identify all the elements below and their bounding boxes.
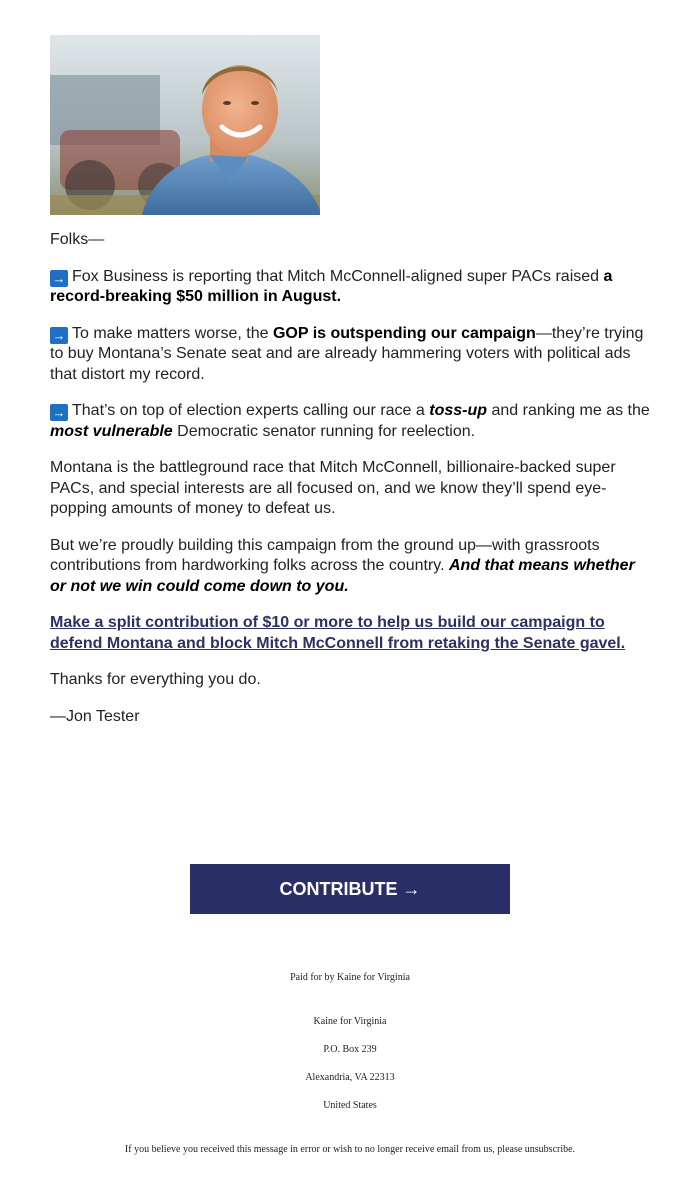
- bullet-text: Democratic senator running for reelection.: [172, 422, 476, 440]
- battleground-paragraph: Montana is the battleground race that Mitch McConnell, billionaire-backed super PACs, and special interests are all focused on, and we know they’ll spend eye-popping amounts of money to defeat us.: [50, 459, 616, 517]
- email-content: [50, 230, 650, 743]
- bullet-emphasis: GOP is outspending our campaign: [272, 324, 536, 342]
- bullet-text: That’s on top of election experts calling our race a: [72, 402, 430, 419]
- grassroots-emphasis: And that means whether or not we win could come down to you.: [50, 557, 635, 595]
- contribute-button[interactable]: CONTRIBUTE →: [190, 864, 510, 914]
- bullet-paragraph: [50, 401, 650, 442]
- greeting: Folks—: [50, 231, 105, 248]
- paid-for-disclaimer: Paid for by Kaine for Virginia: [290, 972, 410, 983]
- bullet-text: —they’re trying to buy Montana’s Senate seat and are already hammering voters with political ads that distort my record.: [50, 324, 644, 383]
- footer-org: Kaine for Virginia: [313, 1016, 387, 1027]
- unsubscribe-notice: If you believe you received this message in error or wish to no longer receive email from us, please unsubscribe.: [124, 1144, 576, 1155]
- bullet-text: and ranking me as the: [487, 402, 650, 419]
- bullet-paragraph: [50, 267, 650, 308]
- bullet-emphasis: toss-up: [429, 402, 488, 419]
- bullet-emphasis: a record-breaking $50 million in August.: [50, 267, 613, 305]
- bullet-text: To make matters worse, the: [72, 324, 273, 342]
- footer-po-box: P.O. Box 239: [323, 1044, 377, 1055]
- bullet-emphasis: most vulnerable: [50, 422, 173, 440]
- grassroots-text: But we’re proudly building this campaign from the ground up—with grassroots contributions from hardworking folks across the country.: [50, 536, 600, 574]
- thanks-text: Thanks for everything you do.: [50, 671, 261, 688]
- contribution-link-paragraph: [50, 613, 650, 654]
- right-arrow-icon: →: [50, 404, 68, 421]
- bullet-text: Fox Business is reporting that Mitch McConnell-aligned super PACs raised: [72, 267, 604, 285]
- contribution-link[interactable]: Make a split contribution of $10 or more to help us build our campaign to defend Montana and block Mitch McConnell from retaking the Senate gavel.: [50, 614, 626, 652]
- right-arrow-icon: →: [50, 270, 68, 287]
- right-arrow-icon: →: [50, 327, 68, 344]
- grassroots-paragraph: [50, 536, 650, 598]
- bullet-paragraph: [50, 324, 650, 386]
- footer-country: United States: [323, 1100, 377, 1111]
- signature: —Jon Tester: [50, 707, 140, 725]
- candidate-photo: [50, 35, 320, 215]
- footer-city: Alexandria, VA 22313: [305, 1072, 395, 1083]
